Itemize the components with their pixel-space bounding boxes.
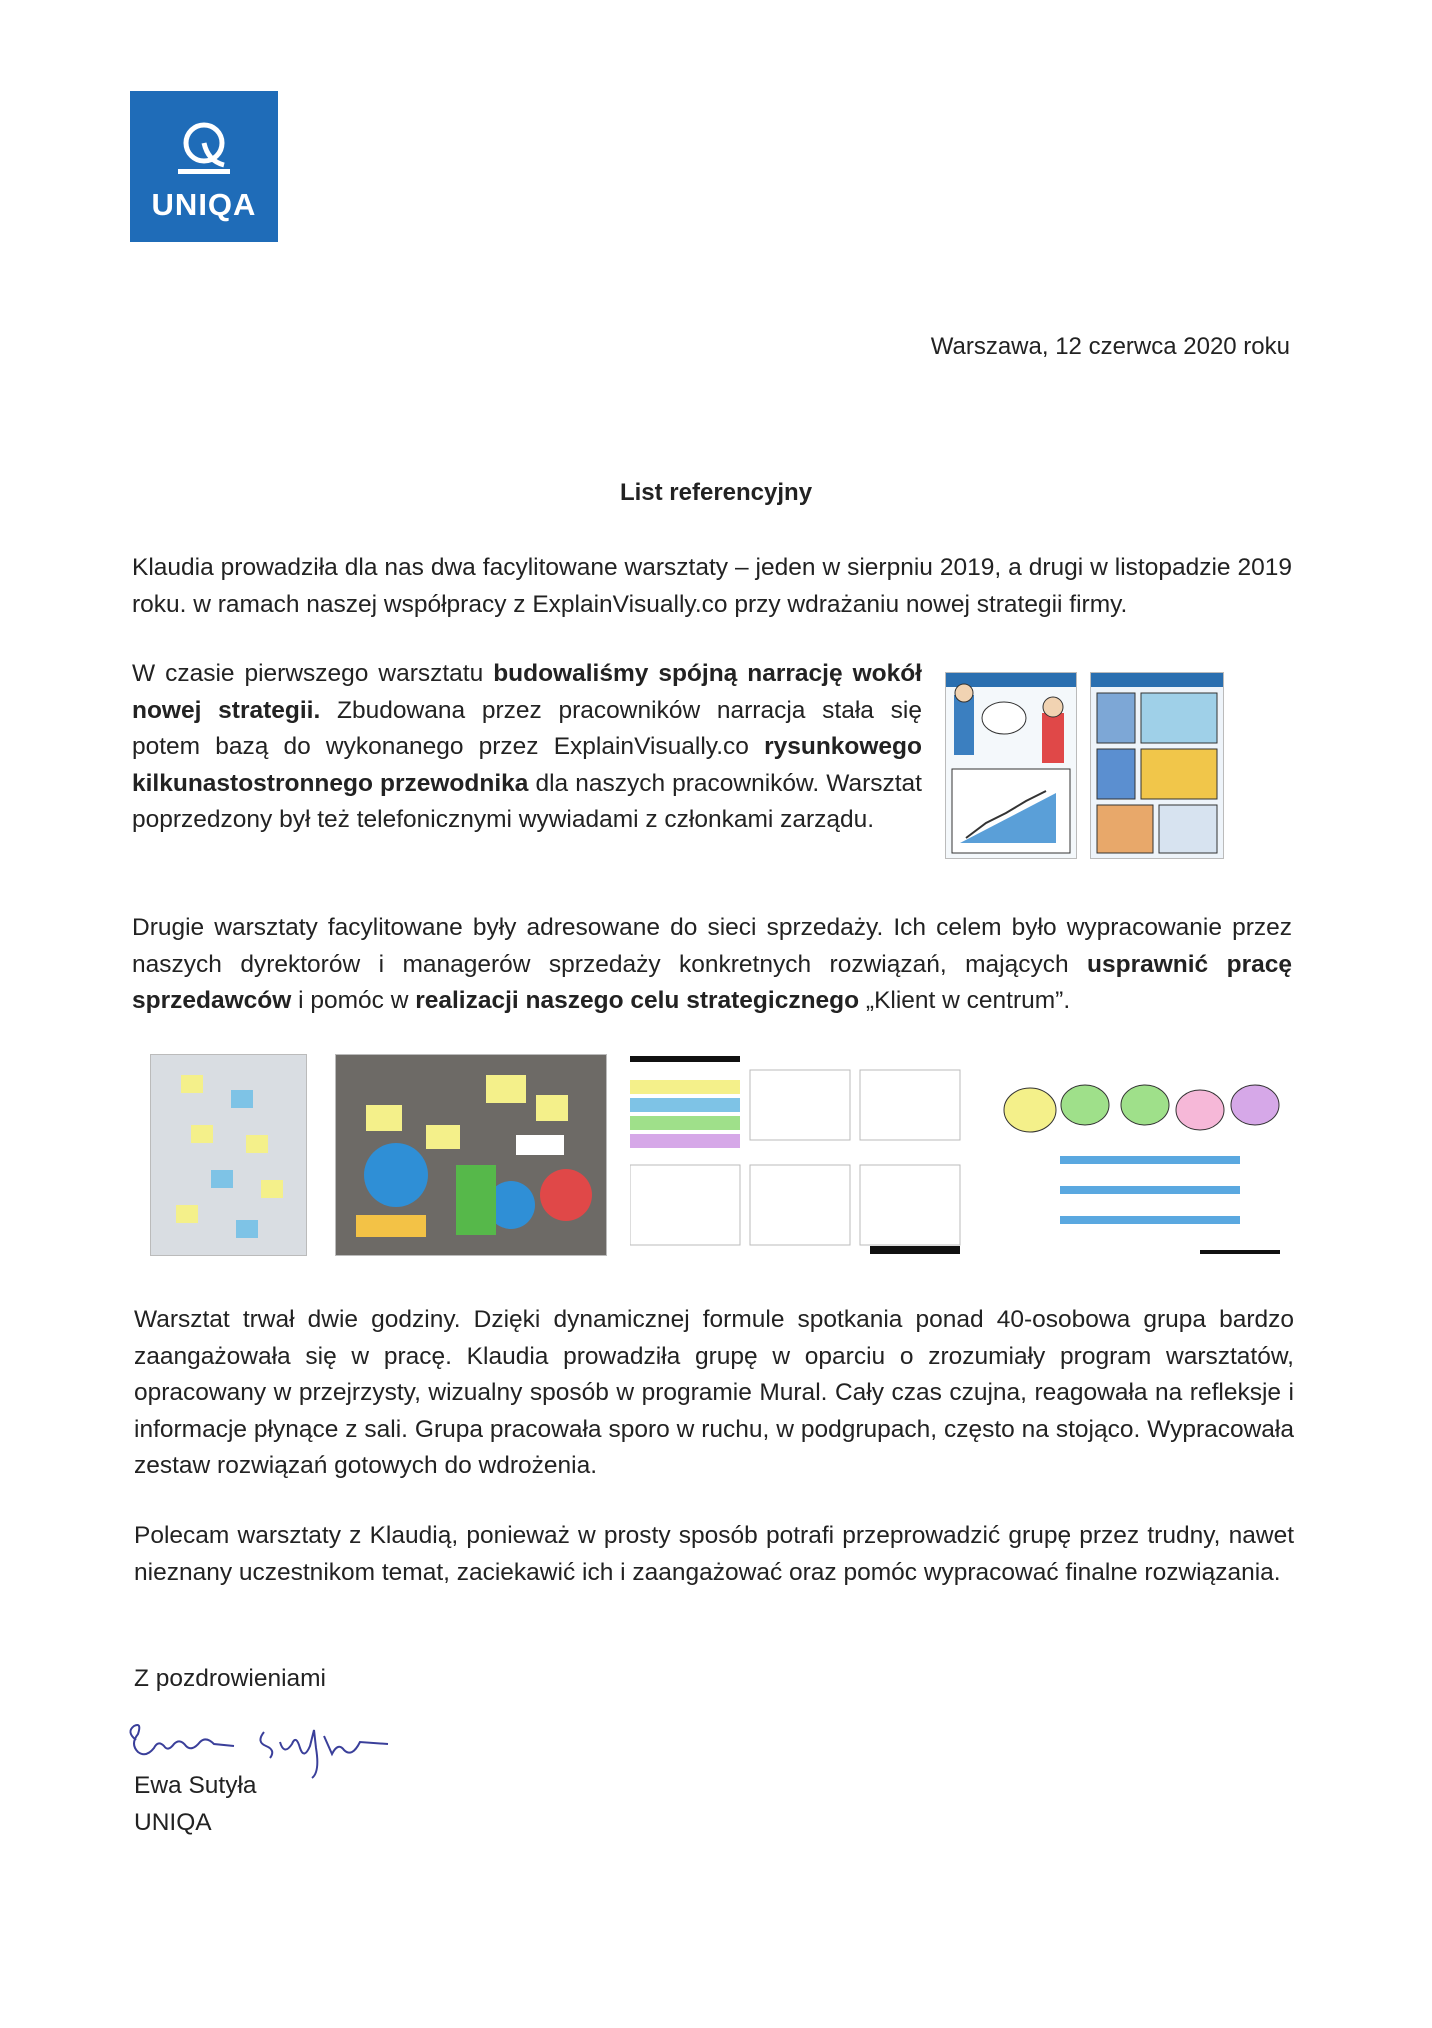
- p2-text-3: dla naszych pracowników. Warsztat poprzedzony był też telefonicznymi wywiadami z członkami zarządu.: [132, 769, 922, 833]
- mural-board-image: [630, 1050, 970, 1260]
- comic-page-image-1: [945, 672, 1077, 859]
- signer-company: UNIQA: [134, 1809, 212, 1836]
- logo-text: UNIQA: [151, 187, 257, 222]
- p3-text-1: Drugie warsztaty facylitowane były adresowane do sieci sprzedaży. Ich celem było wypracowanie przez naszych dyrektorów i managerów sprzedaży konkretnych rozwiązań, mających: [132, 914, 1292, 978]
- p3-text-2: i pomóc w: [291, 987, 416, 1014]
- uniqa-logo-icon: [174, 117, 234, 177]
- comic-page-image-2: [1090, 672, 1224, 859]
- letter-title: List referencyjny: [619, 479, 813, 506]
- uniqa-logo: [130, 91, 278, 242]
- p2-text-1: W czasie pierwszego warsztatu: [132, 660, 494, 687]
- paragraph-workshop-details: Warsztat trwał dwie godziny. Dzięki dynamicznej formule spotkania ponad 40-osobowa grupa bardzo zaangażowała się w pracę. Klaudia prowadziła grupę w oparciu o zrozumiały program warsztatów, opracowany w przejrzysty, wizualny sposób w programie Mural. Cały czas czujna, reagowała na refleksje i informacje płynące z sali. Grupa pracowała sporo w ruchu, w podgrupach, często na stojąco. Wypracowała zestaw rozwiązań gotowych do wdrożenia.: [134, 1306, 1294, 1479]
- letter-date: Warszawa, 12 czerwca 2020 roku: [930, 333, 1290, 360]
- p3-text-3: „Klient w centrum”.: [859, 987, 1071, 1014]
- workshop-photo-table: [335, 1054, 607, 1256]
- p2-text-2: Zbudowana przez pracowników narracja stała się potem bazą do wykonanego przez ExplainVisually.co: [132, 696, 922, 760]
- visual-notes-image: [1000, 1050, 1282, 1260]
- signer-name: Ewa Sutyła: [134, 1772, 257, 1799]
- p2-bold-1: budowaliśmy spójną narrację wokół nowej strategii.: [132, 660, 922, 724]
- paragraph-intro: Klaudia prowadziła dla nas dwa facylitowane warsztaty – jeden w sierpniu 2019, a drugi w listopadzie 2019 roku. w ramach naszej współpracy z ExplainVisually.co przy wdrażaniu nowej strategii firmy.: [132, 554, 1292, 618]
- paragraph-recommendation: Polecam warsztaty z Klaudią, ponieważ w prosty sposób potrafi przeprowadzić grupę przez trudny, nawet nieznany uczestnikom temat, zaciekawić ich i zaangażować oraz pomóc wypracować finalne rozwiązania.: [134, 1522, 1294, 1586]
- paragraph-first-workshop: [132, 656, 922, 839]
- workshop-photo-board: [150, 1054, 307, 1256]
- paragraph-second-workshop: [132, 910, 1292, 1020]
- closing-greeting: Z pozdrowieniami: [134, 1665, 326, 1692]
- p2-bold-2: rysunkowego kilkunastostronnego przewodnika: [132, 733, 922, 797]
- p3-bold-1: usprawnić pracę sprzedawców: [132, 950, 1293, 1014]
- p3-bold-2: realizacji naszego celu strategicznego: [415, 987, 860, 1014]
